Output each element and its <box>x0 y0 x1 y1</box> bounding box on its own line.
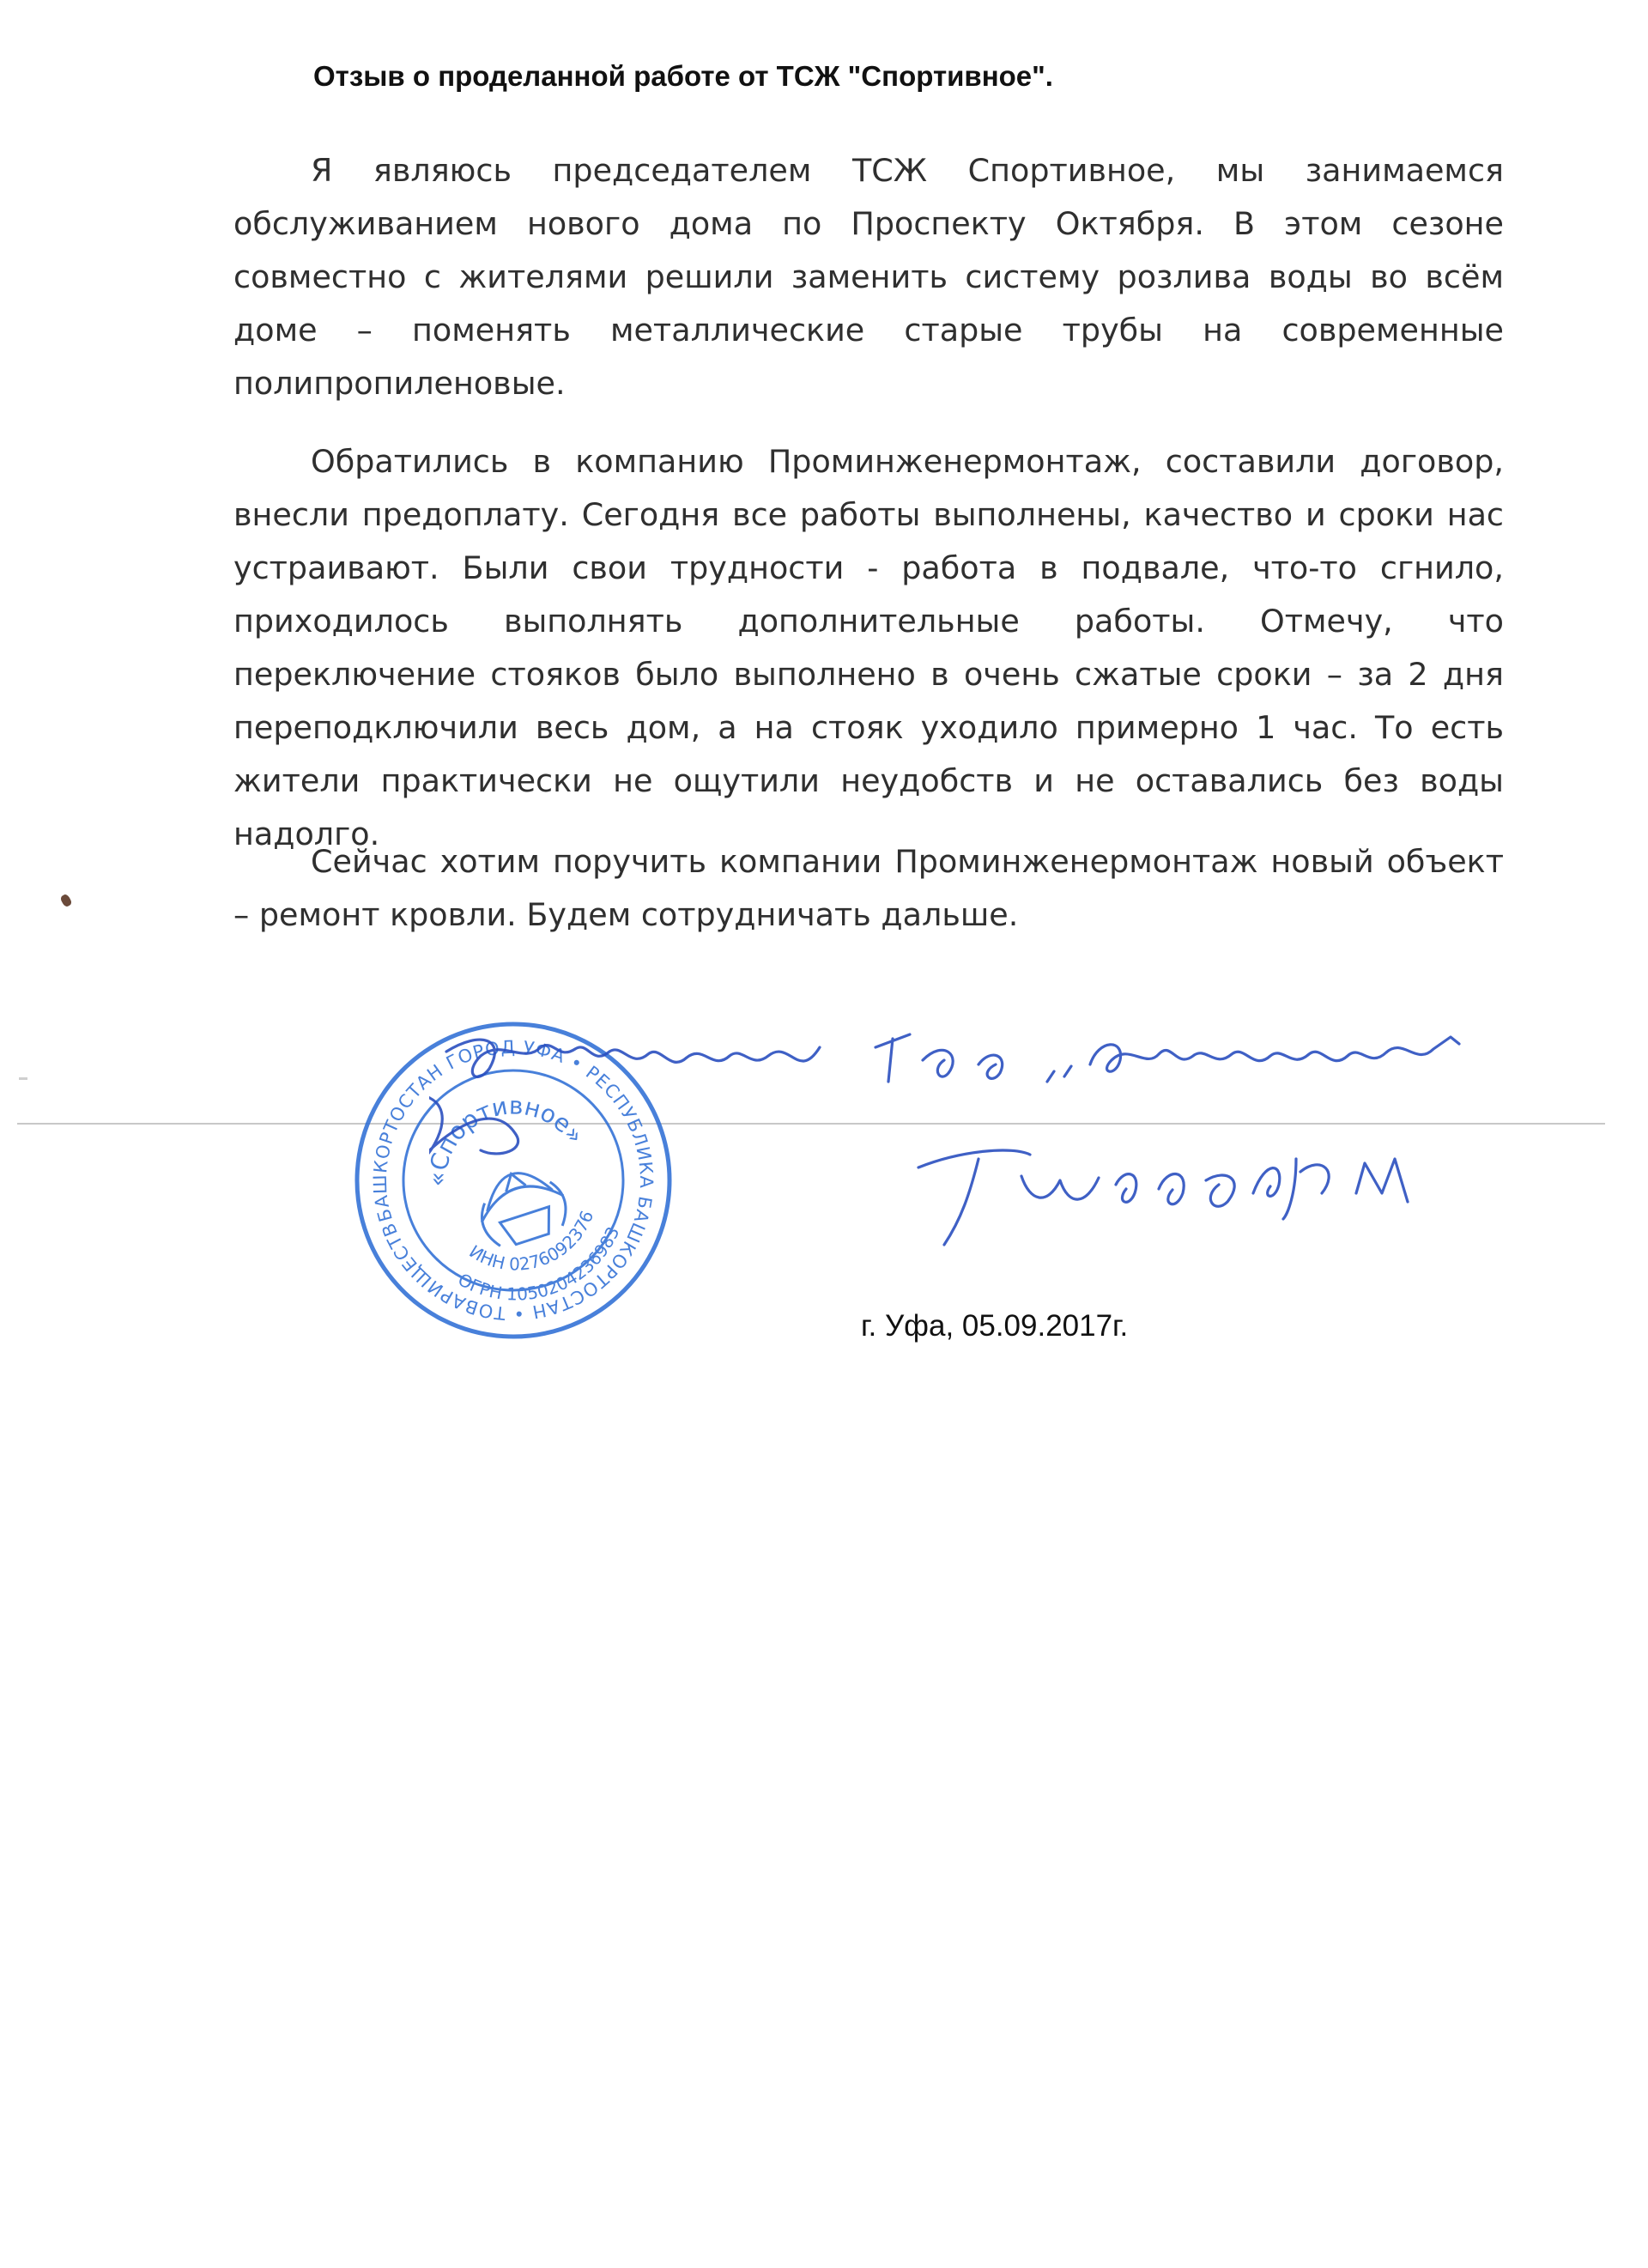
signature-tsj-stroke <box>876 1034 1003 1082</box>
handwritten-signature <box>429 987 1545 1262</box>
paragraph-work-report: Обратились в компанию Проминженермонтаж, составили договор, внесли предоплату. Сегодня все работы выполнены, качество и сроки нас устраивают. Были свои трудности - работа в подвале, что-то сгнило, приходилось выполнять дополнительные работы. Отмечу, что переключение стояков было выполнено в очень сжатые сроки – за 2 дня переподключили весь дом, а на стояк уходило примерно 1 час. То есть жители практически не ощутили неудобств и не оставались без воды надолго. <box>233 443 1504 852</box>
scan-mark <box>19 1077 27 1080</box>
paragraph-future-plans: Сейчас хотим поручить компании Проминженермонтаж новый объект – ремонт кровли. Будем сотрудничать дальше. <box>233 843 1504 933</box>
place-date: г. Уфа, 05.09.2017г. <box>861 1309 1129 1343</box>
stamp-name: «Спортивное» <box>422 1091 591 1187</box>
signature-name-stroke <box>918 1150 1408 1245</box>
document-title: Отзыв о проделанной работе от ТСЖ "Спортивное". <box>313 60 1053 92</box>
scan-speck <box>59 893 73 907</box>
signature-flourish-stroke <box>429 1095 518 1164</box>
stamp-ogrn: ОГРН 1050204236983 <box>454 1223 624 1305</box>
stamp-inn: ИНН 0276092376 <box>465 1207 598 1275</box>
paragraph-intro: Я являюсь председателем ТСЖ Спортивное, мы занимаемся обслуживанием нового дома по Проспекту Октября. В этом сезоне совместно с жителями решили заменить систему розлива воды во всём доме – поменять металлические старые трубы на современные полипропиленовые. <box>233 152 1504 402</box>
signature-quote-stroke <box>1047 1066 1071 1082</box>
stamp-outer-text: БАШКОРТОСТАН ГОРОД УФА • РЕСПУБЛИКА БАШКОРТОСТАН • ТОВАРИЩЕСТВО <box>369 1036 657 1325</box>
signature-title-stroke <box>446 1040 820 1076</box>
signature-org-stroke <box>1090 1037 1459 1071</box>
